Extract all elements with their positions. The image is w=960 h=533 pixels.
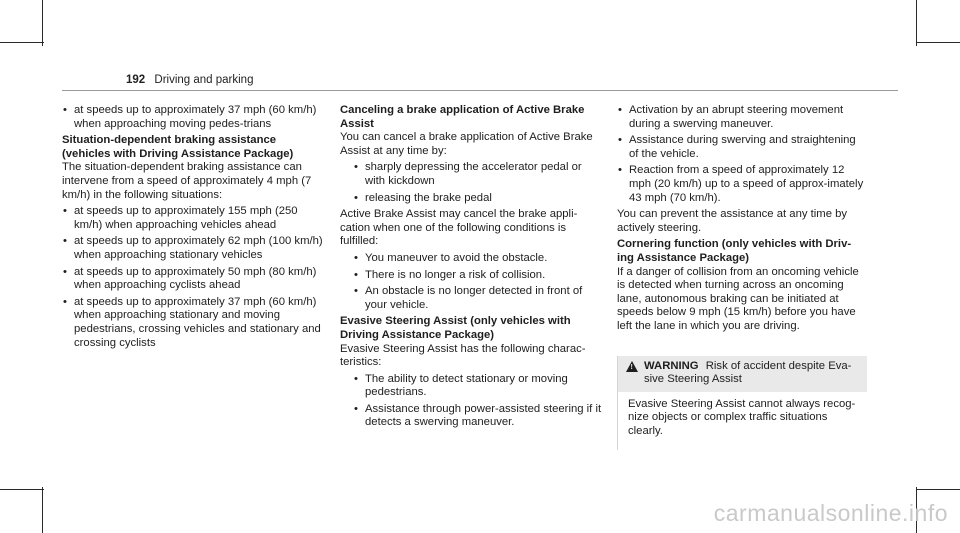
paragraph: You can cancel a brake application of Active Brake Assist at any time by: <box>340 131 593 157</box>
warning-triangle-icon: ! <box>626 361 638 372</box>
list-item: • Activation by an abrupt steering movement during a swerving maneuver. <box>617 104 867 131</box>
crop-mark <box>916 42 960 43</box>
watermark: carmanualsonline.info <box>713 500 948 526</box>
warning-header <box>618 356 867 392</box>
list-item: • Reaction from a speed of approximately 12 mph (20 km/h) up to a speed of approx-imately 43 mph (70 km/h). <box>617 164 867 205</box>
crop-mark <box>916 489 960 490</box>
column-2 <box>340 104 602 433</box>
paragraph: You can prevent the assistance at any time by actively steering. <box>617 208 848 234</box>
list-item: • at speeds up to approximately 37 mph (60 km/h) when approaching stationary and moving pedestrians, crossing vehicles and stationary and crossing cyclists <box>62 296 324 350</box>
crop-mark <box>42 0 43 46</box>
section-title: Driving and parking <box>154 74 254 86</box>
warning-label: WARNING <box>644 359 699 372</box>
page-header <box>126 74 253 86</box>
list-item: • at speeds up to approximately 50 mph (80 km/h) when approaching cyclists ahead <box>62 266 324 293</box>
section-heading: Situation-dependent braking assistance (vehicles with Driving Assistance Package) <box>62 134 294 160</box>
list-item: • The ability to detect stationary or moving pedestrians. <box>340 373 602 400</box>
list-item: • at speeds up to approximately 62 mph (100 km/h) when approaching stationary vehicles <box>62 235 324 262</box>
section-heading: Canceling a brake application of Active Brake Assist <box>340 104 585 130</box>
list-item: • Assistance during swerving and straightening of the vehicle. <box>617 134 867 161</box>
list-item: • at speeds up to approximately 37 mph (60 km/h) when approaching moving pedes-trians <box>62 104 324 131</box>
crop-mark <box>42 487 43 533</box>
paragraph: Active Brake Assist may cancel the brake appli-cation when one of the following conditions is fulfilled: <box>340 208 578 248</box>
header-divider <box>62 90 898 91</box>
paragraph: If a danger of collision from an oncoming vehicle is detected when turning across an oncoming lane, autonomous braking can be initiated at speeds below 9 mph (15 km/h) before you have left the lane in which you are driving. <box>617 265 859 332</box>
paragraph: The situation-dependent braking assistance can intervene from a speed of approximately 4 mph (7 km/h) in the following situations: <box>62 161 312 201</box>
page-number: 192 <box>126 74 146 86</box>
list-item: • at speeds up to approximately 155 mph (250 km/h) when approaching vehicles ahead <box>62 205 324 232</box>
list-item: • releasing the brake pedal <box>340 192 602 206</box>
column-1 <box>62 104 324 353</box>
crop-mark <box>0 42 44 43</box>
column-3 <box>617 104 867 450</box>
warning-title: Risk of accident despite Eva-sive Steering Assist <box>644 359 852 386</box>
list-item: • You maneuver to avoid the obstacle. <box>340 252 602 266</box>
list-item: • sharply depressing the accelerator pedal or with kickdown <box>340 161 602 188</box>
warning-box <box>617 356 867 451</box>
list-item: • Assistance through power-assisted steering if it detects a swerving maneuver. <box>340 403 602 430</box>
crop-mark <box>916 0 917 46</box>
list-item: • An obstacle is no longer detected in front of your vehicle. <box>340 285 602 312</box>
crop-mark <box>0 489 44 490</box>
section-heading: Cornering function (only vehicles with Driv-ing Assistance Package) <box>617 238 852 264</box>
paragraph: Evasive Steering Assist has the following charac-teristics: <box>340 342 586 369</box>
warning-body: Evasive Steering Assist cannot always recog-nize objects or complex traffic situations clearly. <box>628 397 856 437</box>
section-heading: Evasive Steering Assist (only vehicles with Driving Assistance Package) <box>340 315 571 341</box>
list-item: • There is no longer a risk of collision. <box>340 269 602 283</box>
